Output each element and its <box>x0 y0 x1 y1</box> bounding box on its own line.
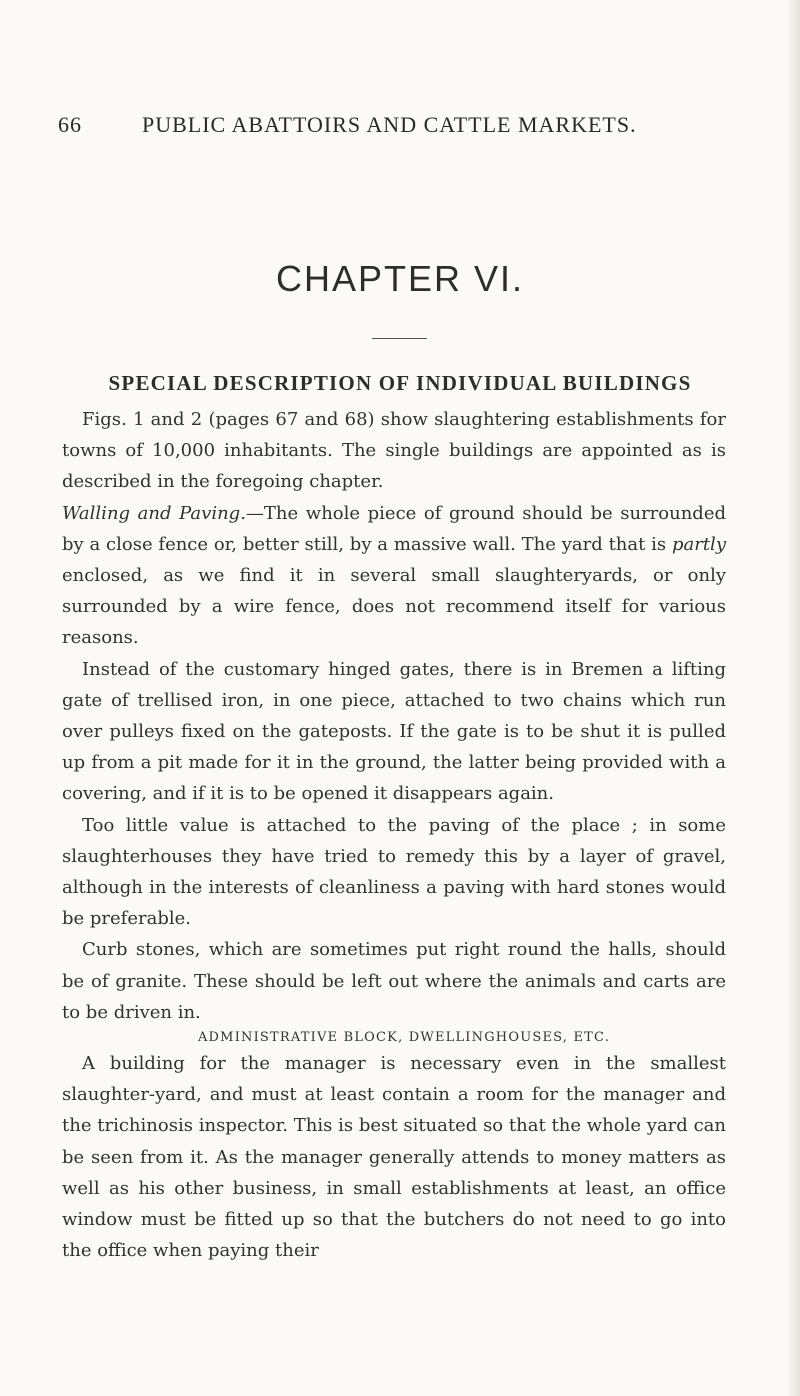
page-edge-shadow <box>786 0 800 1396</box>
paragraph-figs: Figs. 1 and 2 (pages 67 and 68) show slaughtering establishments for towns of 10,000 inhabitants. The single buildings are appointed as is described in the foregoing chapter. <box>62 409 726 493</box>
chapter-divider-rule <box>372 338 427 339</box>
subheading: ADMINISTRATIVE BLOCK, DWELLINGHOUSES, ETC. <box>197 1030 611 1046</box>
paragraph-curb-stones: Curb stones, which are sometimes put right round the halls, should be of granite. These should be left out where the animals and carts are to be driven in. <box>62 939 726 1023</box>
run-in-heading: Walling and Paving. <box>62 502 246 524</box>
paragraph-text-end: enclosed, as we find it in several small slaughteryards, or only surrounded by a wire fence, does not recommend itself for various reasons. <box>62 565 726 649</box>
page-number: 66 <box>58 112 82 137</box>
running-title: PUBLIC ABATTOIRS AND CATTLE MARKETS. <box>142 112 637 137</box>
paragraph-paving: Too little value is attached to the paving of the place ; in some slaughterhouses they have tried to remedy this by a layer of gravel, although in the interests of cleanliness a paving with hard stones would be preferable. <box>62 814 726 930</box>
paragraph-walling-paving <box>62 498 726 654</box>
chapter-title: CHAPTER VI. <box>275 258 525 299</box>
paragraph-gates: Instead of the customary hinged gates, there is in Bremen a lifting gate of trellised iron, in one piece, attached to two chains which run over pulleys fixed on the gateposts. If the gate is to be shut it is pulled up from a pit made for it in the ground, the latter being provided with a covering, and if it is to be opened it disappears again. <box>62 658 726 805</box>
paragraph-manager-building: A building for the manager is necessary even in the smallest slaughter-yard, and must at least contain a room for the manager and the trichinosis inspector. This is best situated so that the whole yard can be seen from it. As the manager generally attends to money matters as well as his other business, in small establishments at least, an office window must be fitted up so that the butchers do not need to go into the office when paying their <box>62 1053 726 1262</box>
emphasis-text: partly <box>671 533 726 555</box>
running-header <box>58 112 748 142</box>
paragraph-text: —The whole piece of ground should be surrounded by a close fence or, better still, by a massive wall. The yard that is <box>62 502 727 555</box>
section-title: SPECIAL DESCRIPTION OF INDIVIDUAL BUILDINGS <box>108 371 692 395</box>
body-text <box>62 404 726 1266</box>
